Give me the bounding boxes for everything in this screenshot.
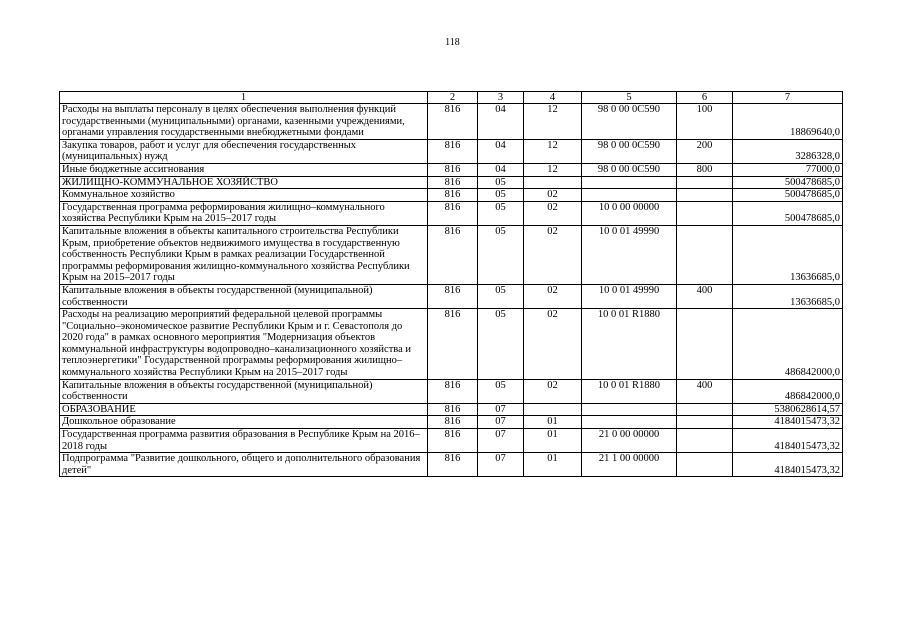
row-code-section: 05 (478, 189, 524, 202)
row-amount: 4184015473,32 (733, 453, 843, 477)
table-row (60, 163, 843, 176)
row-code-subsection: 12 (524, 104, 582, 140)
header-cell: 5 (582, 92, 677, 104)
row-code-admin: 816 (428, 309, 478, 380)
row-name: Коммунальное хозяйство (60, 189, 428, 202)
row-name: Капитальные вложения в объекты государственной (муниципальной) собственности (60, 379, 428, 403)
row-code-admin: 816 (428, 104, 478, 140)
row-name: Дошкольное образование (60, 416, 428, 429)
row-code-section: 05 (478, 309, 524, 380)
row-name: ОБРАЗОВАНИЕ (60, 403, 428, 416)
row-code-expense-type (677, 309, 733, 380)
page-number: 118 (445, 37, 460, 48)
row-code-subsection: 02 (524, 284, 582, 308)
row-name: Государственная программа развития образования в Республике Крым на 2016–2018 годы (60, 429, 428, 453)
row-code-subsection: 12 (524, 163, 582, 176)
table-row (60, 309, 843, 380)
row-amount: 486842000,0 (733, 309, 843, 380)
row-code-section: 07 (478, 453, 524, 477)
row-code-expense-type (677, 201, 733, 225)
row-amount: 4184015473,32 (733, 429, 843, 453)
table-row (60, 284, 843, 308)
row-code-section: 04 (478, 104, 524, 140)
header-cell: 1 (60, 92, 428, 104)
row-code-admin: 816 (428, 163, 478, 176)
row-code-target: 10 0 01 R1880 (582, 309, 677, 380)
row-code-section: 04 (478, 139, 524, 163)
row-code-expense-type (677, 403, 733, 416)
row-amount: 13636685,0 (733, 225, 843, 284)
row-amount: 486842000,0 (733, 379, 843, 403)
row-code-subsection: 01 (524, 453, 582, 477)
row-name: Капитальные вложения в объекты капитального строительства Республики Крым, приобретение объектов недвижимого имущества в государственную собственность Республики Крым в рамках реализации Государственной программы реформирования жилищно-коммунального хозяйства Республики Крым на 2015–2017 годы (60, 225, 428, 284)
row-code-subsection (524, 176, 582, 189)
header-cell: 3 (478, 92, 524, 104)
row-code-subsection: 02 (524, 379, 582, 403)
row-code-admin: 816 (428, 284, 478, 308)
row-amount: 5380628614,57 (733, 403, 843, 416)
row-code-subsection: 01 (524, 429, 582, 453)
table-row (60, 379, 843, 403)
row-code-subsection: 02 (524, 225, 582, 284)
row-code-expense-type: 400 (677, 379, 733, 403)
row-amount: 3286328,0 (733, 139, 843, 163)
table-row (60, 225, 843, 284)
row-code-expense-type: 400 (677, 284, 733, 308)
row-code-expense-type (677, 176, 733, 189)
row-amount: 18869640,0 (733, 104, 843, 140)
row-code-target: 98 0 00 0С590 (582, 163, 677, 176)
row-code-target (582, 189, 677, 202)
row-amount: 4184015473,32 (733, 416, 843, 429)
row-code-section: 05 (478, 201, 524, 225)
row-code-subsection (524, 403, 582, 416)
row-code-subsection: 01 (524, 416, 582, 429)
row-amount: 77000,0 (733, 163, 843, 176)
row-code-section: 05 (478, 176, 524, 189)
table-row (60, 201, 843, 225)
row-name: ЖИЛИЩНО-КОММУНАЛЬНОЕ ХОЗЯЙСТВО (60, 176, 428, 189)
row-name: Иные бюджетные ассигнования (60, 163, 428, 176)
row-name: Капитальные вложения в объекты государственной (муниципальной) собственности (60, 284, 428, 308)
row-code-subsection: 02 (524, 309, 582, 380)
row-code-admin: 816 (428, 379, 478, 403)
table-row (60, 139, 843, 163)
row-code-target: 98 0 00 0С590 (582, 104, 677, 140)
row-code-expense-type (677, 416, 733, 429)
row-code-subsection: 02 (524, 201, 582, 225)
row-code-target: 10 0 01 R1880 (582, 379, 677, 403)
table-header-row (60, 92, 843, 104)
row-code-expense-type: 200 (677, 139, 733, 163)
row-code-expense-type (677, 453, 733, 477)
row-code-admin: 816 (428, 139, 478, 163)
row-code-admin: 816 (428, 189, 478, 202)
row-amount: 500478685,0 (733, 176, 843, 189)
header-cell: 6 (677, 92, 733, 104)
row-code-admin: 816 (428, 176, 478, 189)
row-code-expense-type: 100 (677, 104, 733, 140)
row-code-section: 07 (478, 403, 524, 416)
row-code-expense-type (677, 429, 733, 453)
row-code-target: 10 0 01 49990 (582, 225, 677, 284)
budget-table (59, 91, 843, 477)
row-name: Расходы на выплаты персоналу в целях обеспечения выполнения функций государственными (муниципальными) органами, казенными учреждениями, органами управления государственными внебюджетными фондами (60, 104, 428, 140)
row-code-admin: 816 (428, 429, 478, 453)
header-cell: 4 (524, 92, 582, 104)
row-code-admin: 816 (428, 453, 478, 477)
row-name: Расходы на реализацию мероприятий федеральной целевой программы "Социально–экономическое развитие Республики Крым и г. Севастополя до 2020 года" в рамках основного мероприятия "Модернизация объектов коммунальной инфраструктуры водопроводно–канализационного хозяйства и теплоэнергетики" Государственной программы реформирования жилищно–коммунального хозяйства Республики Крым на 2015–2017 годы (60, 309, 428, 380)
table-row (60, 104, 843, 140)
row-code-section: 05 (478, 284, 524, 308)
row-code-expense-type: 800 (677, 163, 733, 176)
row-code-expense-type (677, 225, 733, 284)
table-row (60, 189, 843, 202)
row-code-section: 04 (478, 163, 524, 176)
row-code-section: 07 (478, 429, 524, 453)
row-code-admin: 816 (428, 225, 478, 284)
row-code-admin: 816 (428, 416, 478, 429)
table-row (60, 176, 843, 189)
row-code-section: 07 (478, 416, 524, 429)
row-amount: 500478685,0 (733, 189, 843, 202)
row-code-target (582, 403, 677, 416)
table-row (60, 416, 843, 429)
row-code-target (582, 416, 677, 429)
row-amount: 500478685,0 (733, 201, 843, 225)
row-code-admin: 816 (428, 403, 478, 416)
row-code-target: 10 0 01 49990 (582, 284, 677, 308)
row-name: Государственная программа реформирования жилищно–коммунального хозяйства Республики Крым на 2015–2017 годы (60, 201, 428, 225)
row-code-admin: 816 (428, 201, 478, 225)
row-code-target (582, 176, 677, 189)
row-code-subsection: 12 (524, 139, 582, 163)
row-code-expense-type (677, 189, 733, 202)
row-code-section: 05 (478, 225, 524, 284)
row-code-subsection: 02 (524, 189, 582, 202)
row-code-target: 98 0 00 0С590 (582, 139, 677, 163)
table-row (60, 403, 843, 416)
row-code-target: 21 0 00 00000 (582, 429, 677, 453)
row-code-target: 10 0 00 00000 (582, 201, 677, 225)
header-cell: 7 (733, 92, 843, 104)
table-row (60, 429, 843, 453)
table-row (60, 453, 843, 477)
row-code-target: 21 1 00 00000 (582, 453, 677, 477)
row-amount: 13636685,0 (733, 284, 843, 308)
header-cell: 2 (428, 92, 478, 104)
row-name: Подпрограмма "Развитие дошкольного, общего и дополнительного образования детей" (60, 453, 428, 477)
row-name: Закупка товаров, работ и услуг для обеспечения государственных (муниципальных) нужд (60, 139, 428, 163)
row-code-section: 05 (478, 379, 524, 403)
